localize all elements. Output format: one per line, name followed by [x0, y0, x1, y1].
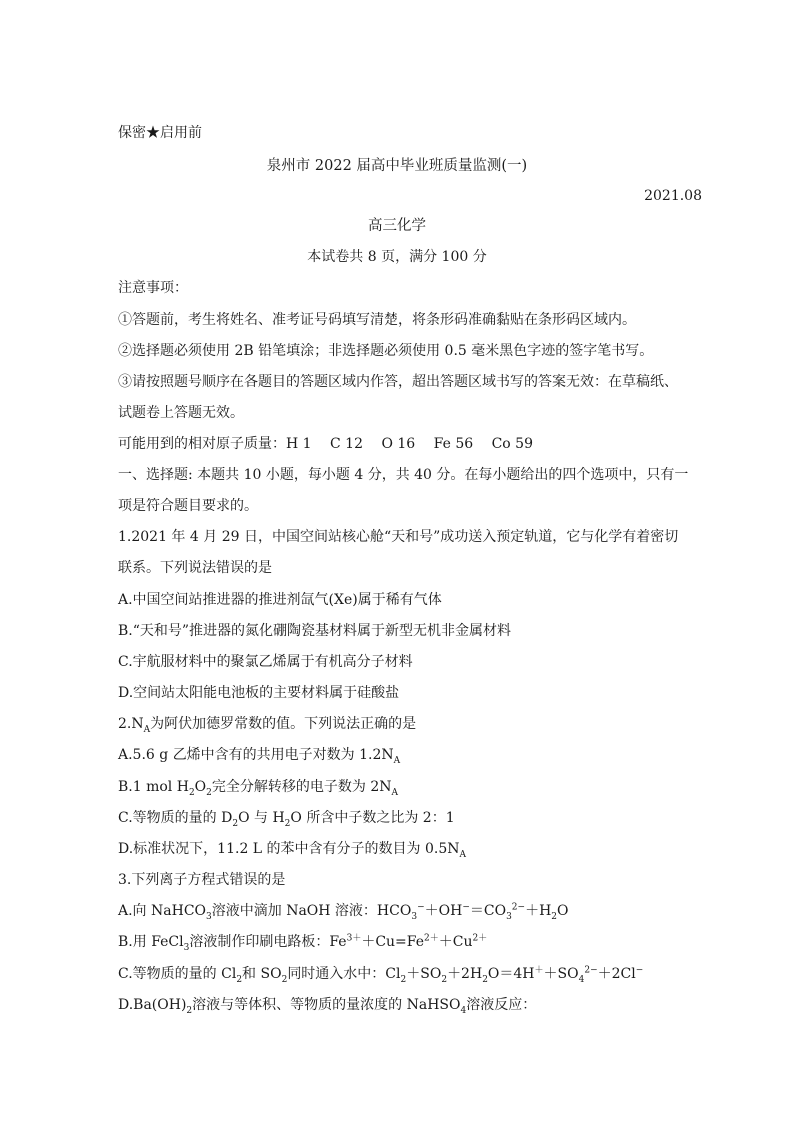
q3-option-c: C.等物质的量的 $Cl_2$和 $SO_2$同时通入水中：$Cl_2+SO_2+2H_2O=4H^++SO_4^{2-}+2Cl^-$	[118, 965, 644, 985]
q2-option-d: D.标准状况下，11.2 L 的苯中含有分子的数目为 $0.5N_A$	[118, 841, 467, 860]
q2-option-c: C.等物质的量的 $D_2O$ 与 $H_2O$ 所含中子数之比为 2：1	[118, 810, 455, 829]
exam-title: 泉州市 2022 届高中毕业班质量监测(一)	[266, 158, 528, 174]
q2-stem: $2.N_A$为阿伏加德罗常数的值。下列说法正确的是	[118, 716, 417, 735]
notice-heading: 注意事项：	[118, 280, 188, 296]
subject-title: 高三化学	[368, 218, 426, 234]
notice-item-3-line-2: 试题卷上答题无效。	[118, 405, 244, 421]
q1-stem-line-1: 1.2021 年 4 月 29 日，中国空间站核心舱“天和号”成功送入预定轨道，它与化学有着密切	[118, 529, 679, 545]
paper-info: 本试卷共 8 页，满分 100 分	[307, 249, 487, 265]
exam-date: 2021.08	[644, 188, 702, 204]
q1-option-d: D.空间站太阳能电池板的主要材料属于硅酸盐	[118, 685, 400, 701]
notice-item-3-line-1: ③请按照题号顺序在各题目的答题区域内作答，超出答题区域书写的答案无效：在草稿纸、	[118, 374, 678, 390]
section-1-intro-line-2: 项是符合题目要求的。	[118, 498, 258, 514]
q1-option-b: B.“天和号”推进器的氮化硼陶瓷基材料属于新型无机非金属材料	[118, 623, 512, 639]
atomic-masses: 可能用到的相对原子质量：H 1 C 12 O 16 Fe 56 Co 59	[118, 436, 533, 452]
q1-stem-line-2: 联系。下列说法错误的是	[118, 560, 272, 576]
q3-option-b: B.用 FeCl$_3$溶液制作印刷电路板：$Fe^{3+}+Cu=Fe^{2+}+Cu^{2+}$	[118, 933, 488, 953]
q1-option-c: C.宇航服材料中的聚氯乙烯属于有机高分子材料	[118, 654, 413, 670]
q2-option-a: A.5.6 g 乙烯中含有的共用电子对数为 $1.2N_A$	[118, 747, 401, 766]
q3-option-a: A.向 NaHCO$_3$溶液中滴加 NaOH 溶液：$HCO_3^-+OH^-=CO_3^{2-}+H_2O$	[118, 902, 569, 922]
section-1-intro-line-1: 一、选择题: 本题共 10 小题，每小题 4 分，共 40 分。在每小题给出的四个选项中，只有一	[118, 467, 689, 483]
q3-stem: 3.下列离子方程式错误的是	[118, 872, 286, 888]
q2-option-b: B.1 mol $H_2O_2$完全分解转移的电子数为 $2N_A$	[118, 779, 398, 798]
notice-item-1: ①答题前，考生将姓名、准考证号码填写清楚，将条形码准确黏贴在条形码区域内。	[118, 312, 636, 328]
confidential-mark: 保密★启用前	[118, 125, 202, 141]
notice-item-2: ②选择题必须使用 2B 铅笔填涂；非选择题必须使用 0.5 毫米黑色字迹的签字笔书写。	[118, 343, 654, 359]
q3-option-d: $D.Ba(OH)_2$溶液与等体积、等物质的量浓度的 NaHSO$_4$溶液反应：	[118, 997, 537, 1016]
q1-option-a: A.中国空间站推进器的推进剂氙气(Xe)属于稀有气体	[118, 592, 442, 608]
